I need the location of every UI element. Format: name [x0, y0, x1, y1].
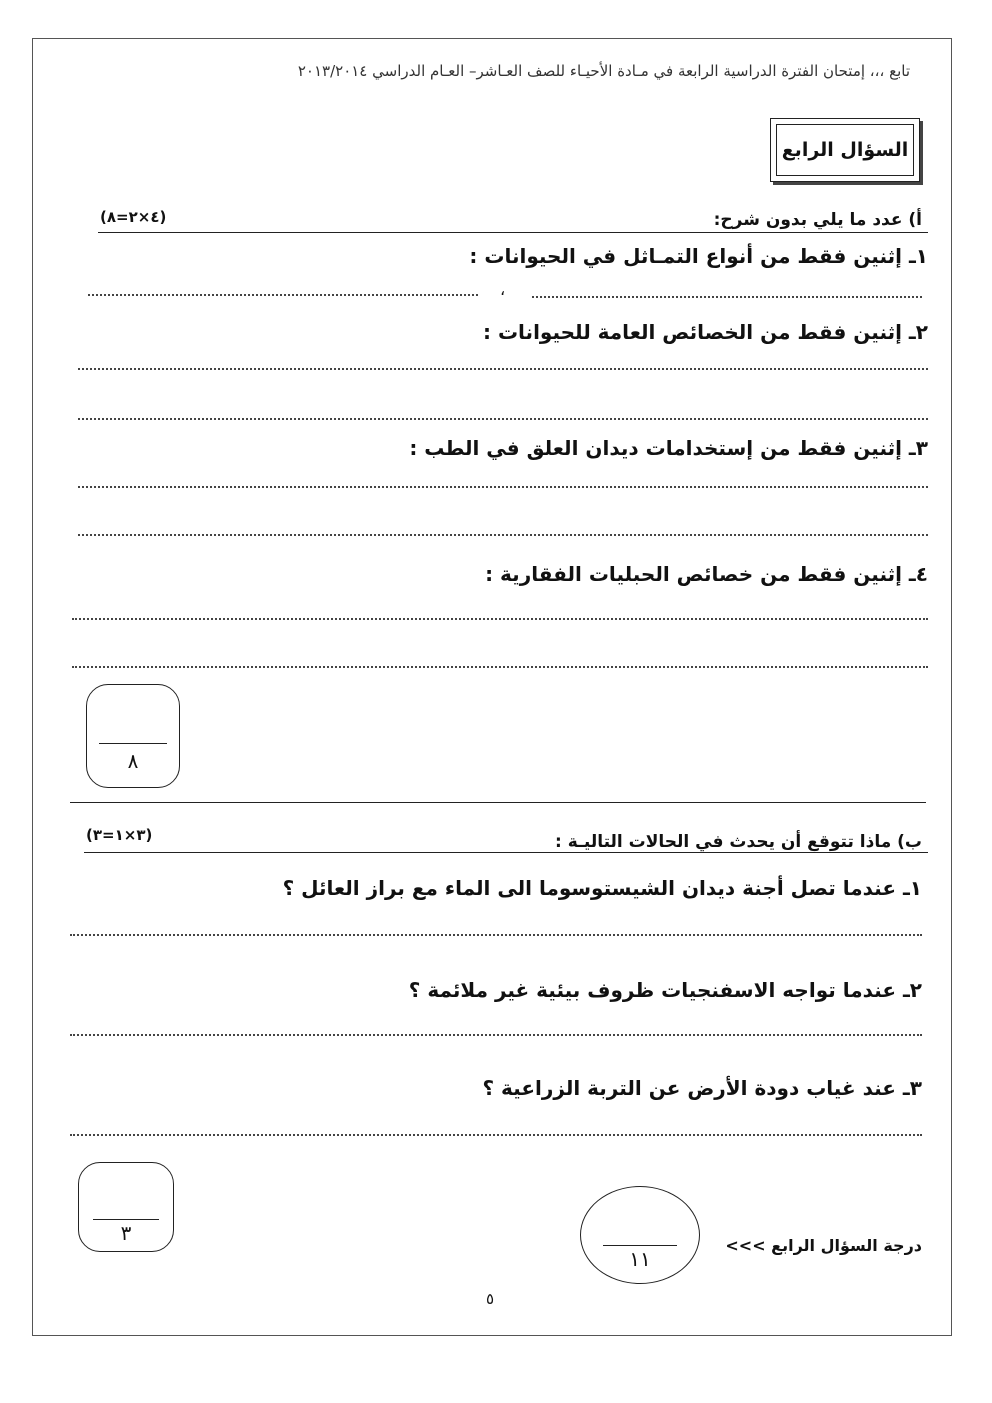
section-b-item-3: ٣ـ عند غياب دودة الأرض عن التربة الزراعية ؟: [482, 1076, 922, 1100]
section-b-score-box: [78, 1162, 174, 1252]
section-a-title: أ) عدد ما يلي بدون شرح:: [713, 210, 922, 230]
answer-line[interactable]: [70, 1134, 922, 1136]
question-title: السؤال الرابع: [776, 124, 914, 176]
question-total-score: ١١: [629, 1247, 651, 1271]
score-divider: [93, 1219, 159, 1220]
score-divider: [99, 743, 167, 744]
section-a-item-4: ٤ـ إثنين فقط من خصائص الحبليات الفقارية :: [485, 562, 928, 586]
section-b-marks: (٣×١=٣): [86, 826, 153, 844]
answer-line[interactable]: [70, 934, 922, 936]
answer-line[interactable]: [88, 294, 478, 296]
section-b-score-total: ٣: [120, 1221, 132, 1245]
question-total-circle: [580, 1186, 700, 1284]
section-b-item-2: ٢ـ عندما تواجه الاسفنجيات ظروف بيئية غير ملائمة ؟: [408, 978, 922, 1002]
answer-separator: ،: [500, 280, 506, 299]
section-a-marks: (٤×٢=٨): [100, 208, 167, 226]
answer-line[interactable]: [78, 486, 928, 488]
section-a-rule: [98, 232, 928, 233]
section-b-title: ب) ماذا تتوقع أن يحدث في الحالات التاليـة :: [555, 832, 922, 852]
section-a-item-1: ١ـ إثنين فقط من أنواع التمـاثل في الحيوانات :: [469, 244, 928, 268]
answer-line[interactable]: [72, 666, 928, 668]
section-a-score-box: [86, 684, 180, 788]
answer-line[interactable]: [532, 296, 922, 298]
section-a-item-3: ٣ـ إثنين فقط من إستخدامات ديدان العلق في الطب :: [409, 436, 928, 460]
answer-line[interactable]: [78, 368, 928, 370]
question-total-label: درجة السؤال الرابع >>>: [725, 1236, 922, 1255]
exam-header: تابع ،،، إمتحان الفترة الدراسية الرابعة في مـادة الأحيـاء للصف العـاشر– العـام الدراسي ٢٠١٣/٢٠١٤: [297, 62, 910, 80]
answer-line[interactable]: [72, 618, 928, 620]
answer-line[interactable]: [78, 534, 928, 536]
section-a-item-2: ٢ـ إثنين فقط من الخصائص العامة للحيوانات :: [482, 320, 928, 344]
section-b-rule: [84, 852, 928, 853]
section-divider: [70, 802, 926, 803]
page-number: ٥: [486, 1290, 495, 1308]
answer-line[interactable]: [70, 1034, 922, 1036]
section-a-score-total: ٨: [127, 749, 139, 773]
score-divider: [603, 1245, 677, 1246]
answer-line[interactable]: [78, 418, 928, 420]
question-title-box: [770, 118, 920, 182]
section-b-item-1: ١ـ عندما تصل أجنة ديدان الشيستوسوما الى الماء مع براز العائل ؟: [282, 876, 922, 900]
